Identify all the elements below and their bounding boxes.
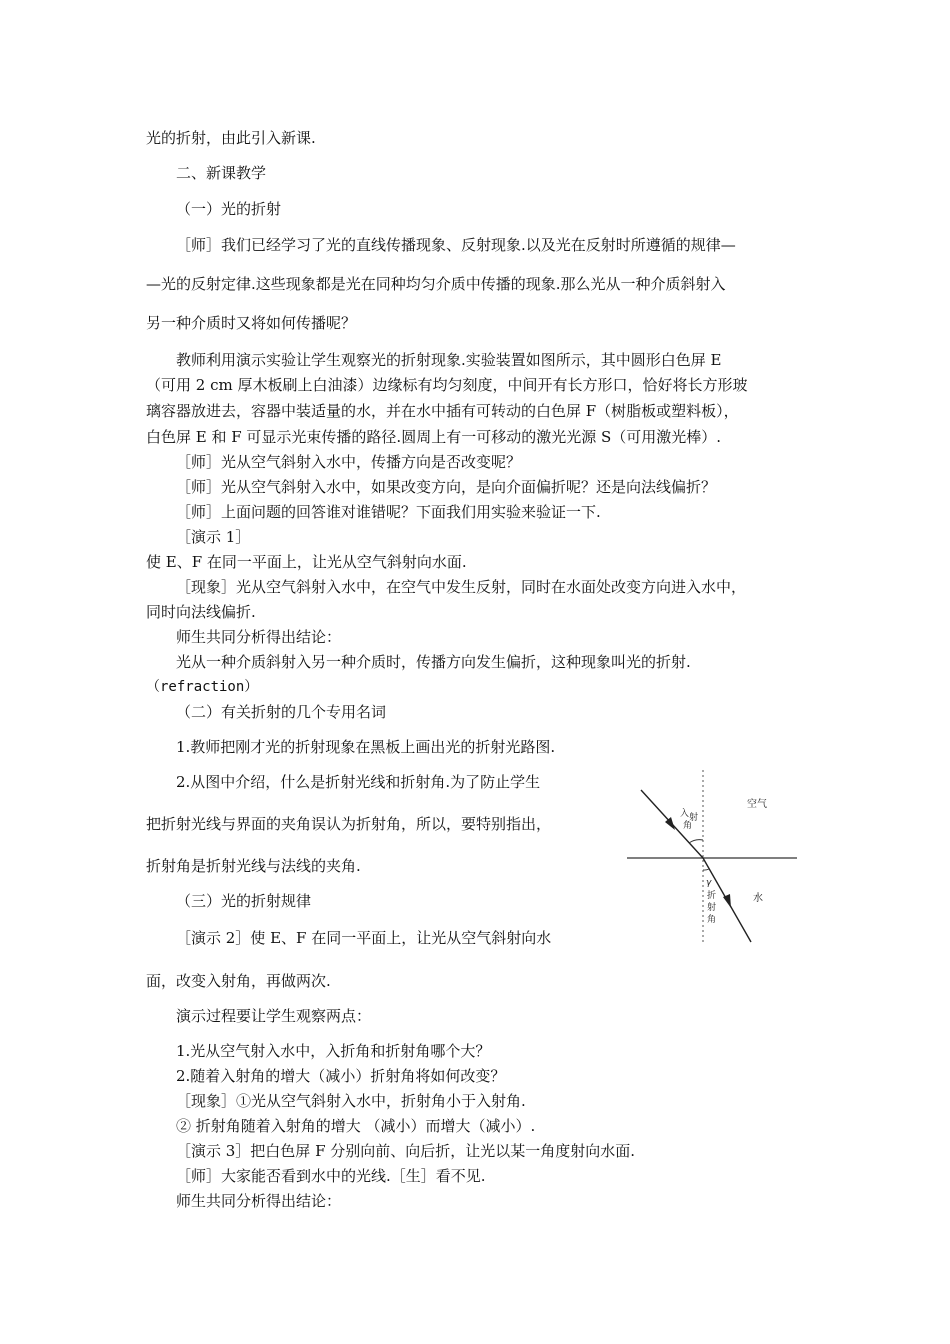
text-line: 教师利用演示实验让学生观察光的折射现象.实验装置如图所示，其中圆形白色屏 E xyxy=(176,351,722,369)
text-line: ［师］光从空气斜射入水中，如果改变方向，是向介面偏折呢？还是向法线偏折？ xyxy=(176,478,717,496)
air-label: 空气 xyxy=(747,799,767,810)
text-line: 师生共同分析得出结论： xyxy=(176,1192,342,1210)
text-line: 璃容器放进去，容器中装适量的水，并在水中插有可转动的白色屏 F（树脂板或塑料板）， xyxy=(146,402,739,420)
text-line: 1.光从空气射入水中，入折角和折射角哪个大？ xyxy=(176,1042,491,1060)
text-line: 演示过程要让学生观察两点： xyxy=(176,1007,372,1025)
text-line: 1.教师把刚才光的折射现象在黑板上画出光的折射光路图. xyxy=(176,738,556,756)
refraction-label-3: 角 xyxy=(707,915,717,925)
incidence-angle-arc xyxy=(689,840,703,843)
text-line: 师生共同分析得出结论： xyxy=(176,628,342,646)
subsection-heading: （二）有关折射的几个专用名词 xyxy=(176,703,387,721)
text-line: 面，改变入射角，再做两次. xyxy=(146,972,331,990)
text-line: ［演示 2］使 E、F 在同一平面上，让光从空气斜射向水 xyxy=(176,929,552,947)
subsection-heading: （一）光的折射 xyxy=(176,200,282,218)
incidence-label-1: 入 xyxy=(680,809,690,819)
refraction-label-2: 射 xyxy=(707,903,717,913)
subsection-heading: （三）光的折射规律 xyxy=(176,892,312,910)
water-label: 水 xyxy=(753,893,763,904)
refraction-angle-arc xyxy=(703,869,709,870)
text-line: —光的反射定律.这些现象都是光在同种均匀介质中传播的现象.那么光从一种介质斜射入 xyxy=(146,275,726,293)
text-line: 2.随着入射角的增大（减小）折射角将如何改变？ xyxy=(176,1067,506,1085)
incidence-label-3: 角 xyxy=(683,821,693,831)
text-line: ② 折射角随着入射角的增大 （减小）而增大（减小）. xyxy=(176,1117,536,1135)
text-line: 另一种介质时又将如何传播呢？ xyxy=(146,314,357,332)
text-line: 折射角是折射光线与法线的夹角. xyxy=(146,857,361,875)
refraction-diagram xyxy=(625,770,800,950)
text-line: ［师］我们已经学习了光的直线传播现象、反射现象.以及光在反射时所遵循的规律— xyxy=(176,236,736,254)
refraction-angle-symbol: γ xyxy=(706,878,712,888)
text-line: ［师］上面问题的回答谁对谁错呢？下面我们用实验来验证一下. xyxy=(176,503,601,521)
text-line: ［演示 3］把白色屏 F 分别向前、向后折，让光以某一角度射向水面. xyxy=(176,1142,636,1160)
text-line: 白色屏 E 和 F 可显示光束传播的路径.圆周上有一可移动的激光光源 S（可用激光棒）. xyxy=(146,428,722,446)
text-line: ［现象］光从空气斜射入水中，在空气中发生反射，同时在水面处改变方向进入水中， xyxy=(176,578,747,596)
text-line: 把折射光线与界面的夹角误认为折射角，所以，要特别指出， xyxy=(146,815,552,833)
text-line: 同时向法线偏折. xyxy=(146,603,256,621)
refraction-label-1: 折 xyxy=(707,891,717,901)
text-line: ［演示 1］ xyxy=(176,528,251,546)
text-line: ［现象］①光从空气斜射入水中，折射角小于入射角. xyxy=(176,1092,526,1110)
text-line: 使 E、F 在同一平面上，让光从空气斜射向水面. xyxy=(146,553,467,571)
text-line: ［师］光从空气斜射入水中，传播方向是否改变呢？ xyxy=(176,453,522,471)
section-heading: 二、新课教学 xyxy=(176,164,267,182)
text-line: （可用 2 cm 厚木板刷上白油漆）边缘标有均匀刻度，中间开有长方形口，恰好将长方形玻 xyxy=(146,376,748,394)
incidence-label-2: 射 xyxy=(689,813,699,823)
text-line: （refraction） xyxy=(146,679,259,695)
text-line: ［师］大家能否看到水中的光线.［生］看不见. xyxy=(176,1167,486,1185)
text-line: 光的折射，由此引入新课. xyxy=(146,129,316,147)
text-line: 2.从图中介绍，什么是折射光线和折射角.为了防止学生 xyxy=(176,773,541,791)
text-line: 光从一种介质斜射入另一种介质时，传播方向发生偏折，这种现象叫光的折射. xyxy=(176,653,691,671)
